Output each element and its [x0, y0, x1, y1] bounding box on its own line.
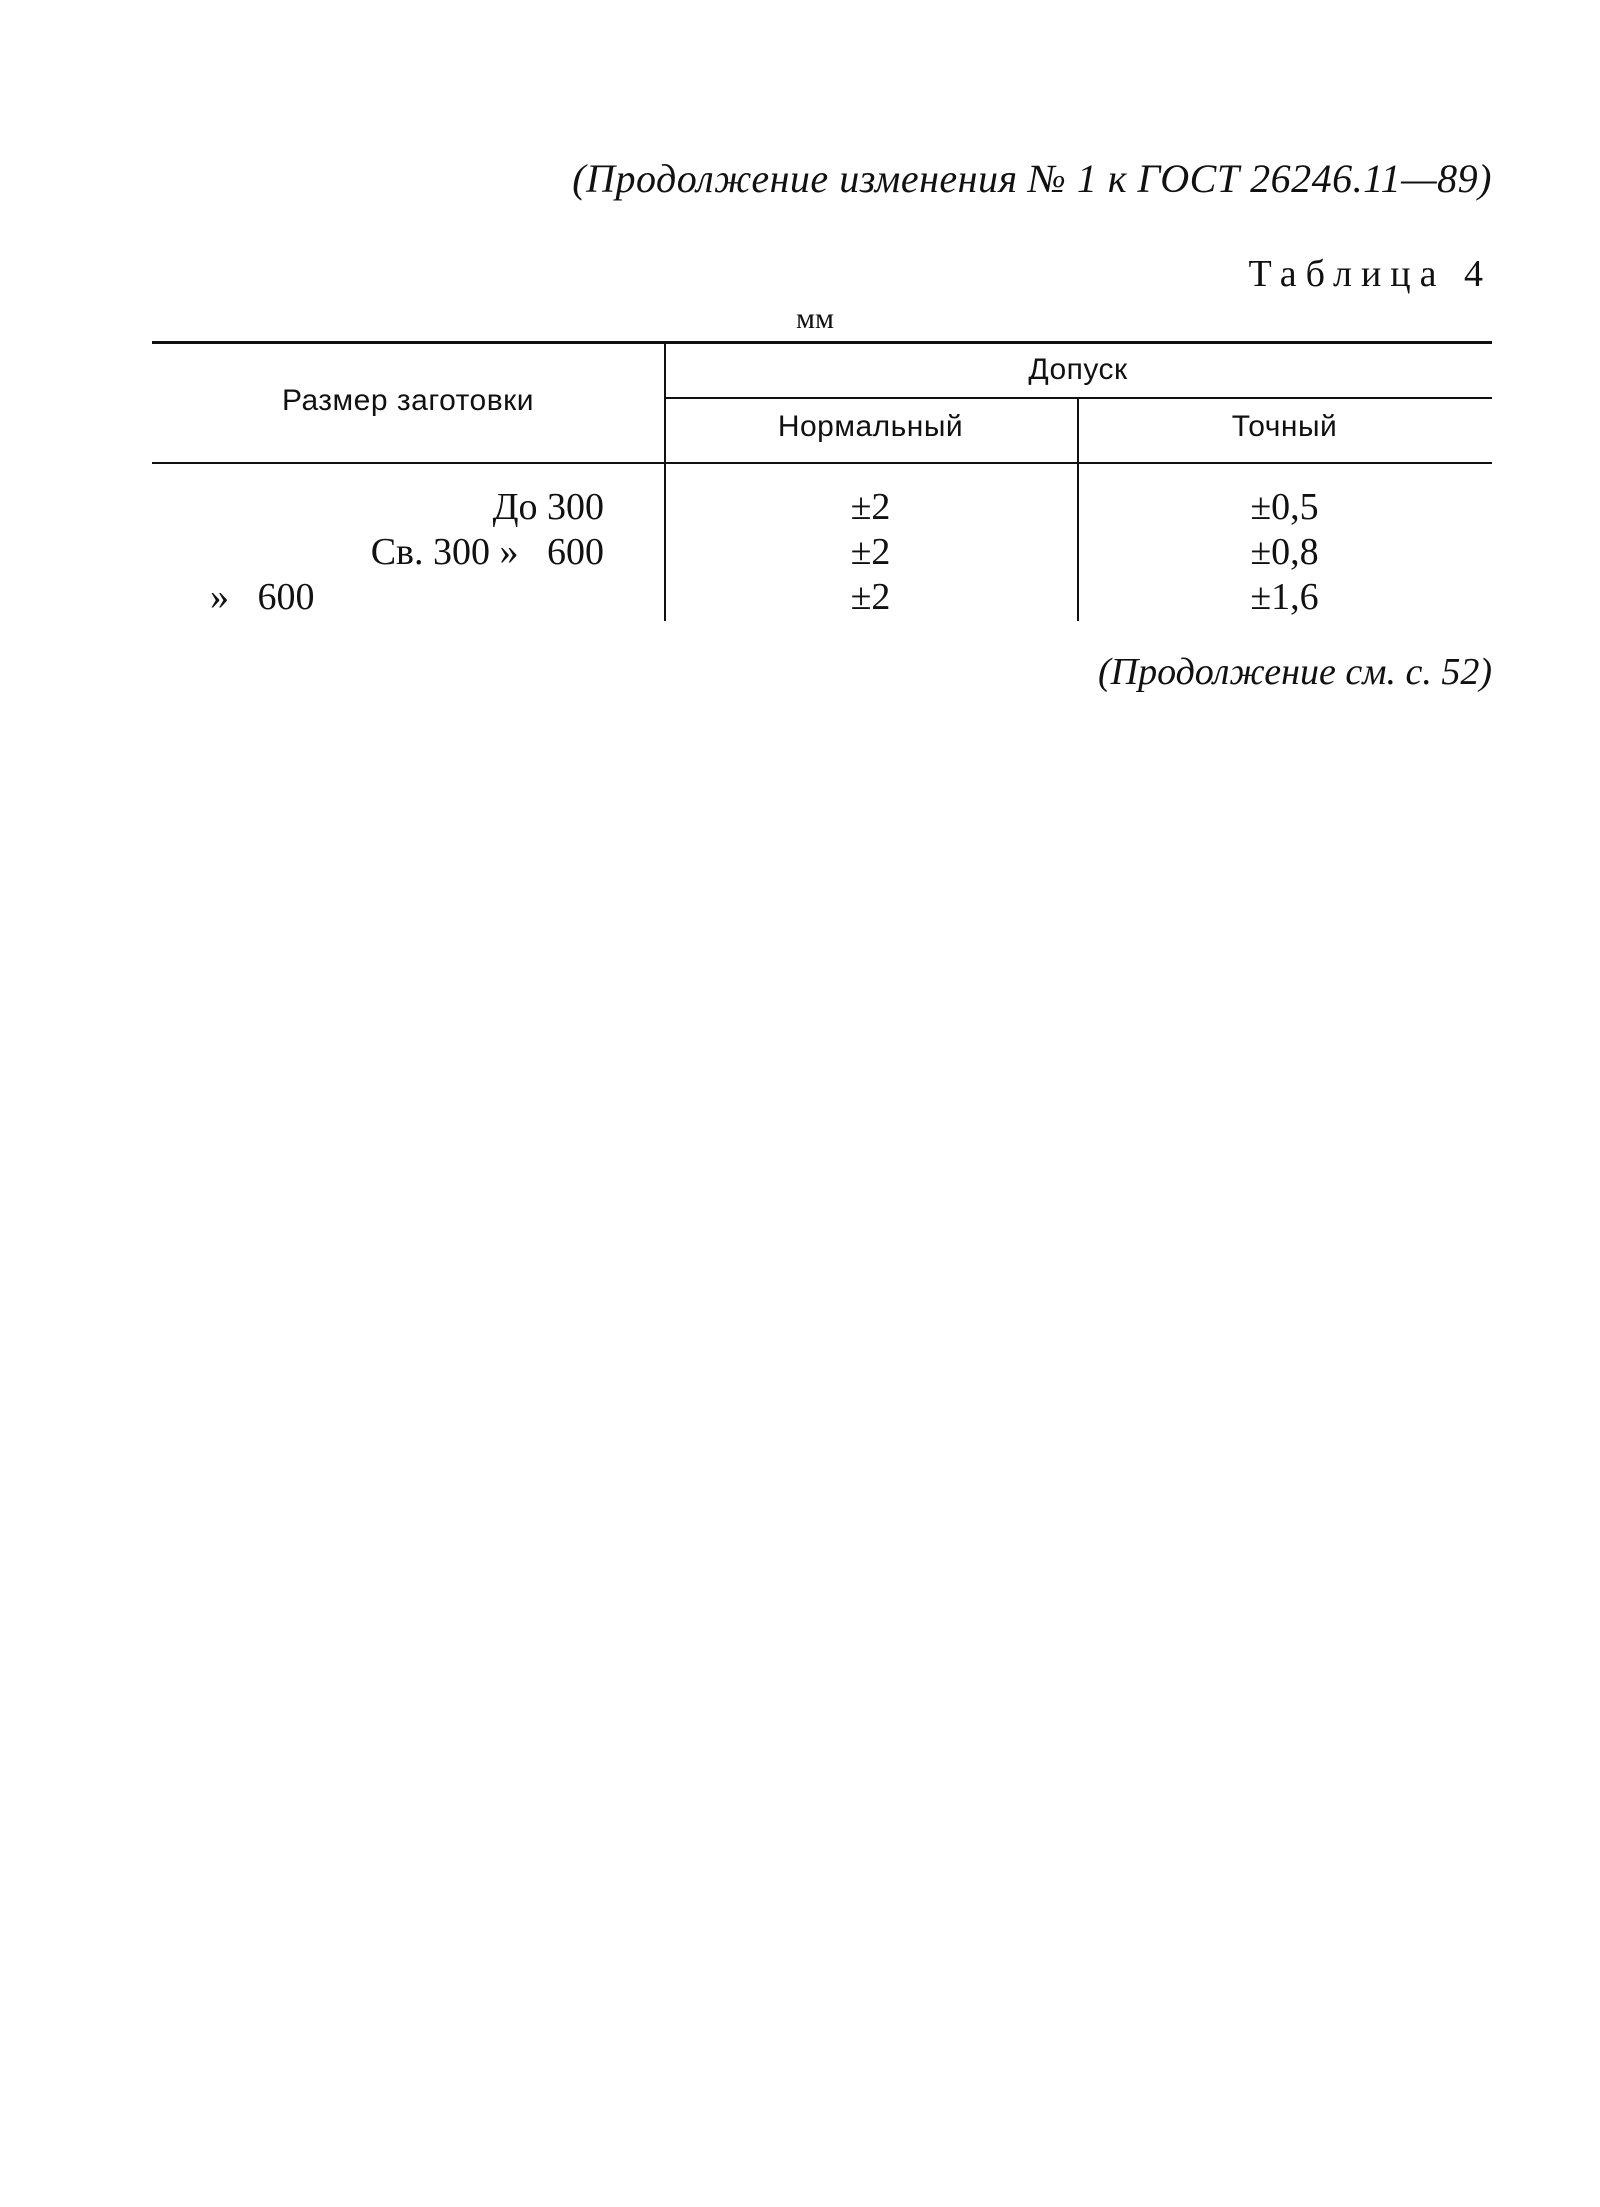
- row-2-precise: ±0,8: [1250, 531, 1319, 573]
- tolerance-table: [152, 341, 1492, 621]
- continuation-footer: (Продолжение см. с. 52): [1097, 651, 1492, 693]
- row-1-precise: ±0,5: [1250, 486, 1319, 528]
- row-3-normal: ±2: [850, 576, 891, 618]
- header-bottom-rule: [152, 462, 1492, 464]
- continuation-header: (Продолжение изменения № 1 к ГОСТ 26246.11—89): [572, 156, 1492, 201]
- row-1-normal: ±2: [850, 486, 891, 528]
- row-3-size: » 600: [210, 576, 315, 618]
- row-2-size: Св. 300 » 600: [370, 531, 604, 573]
- row-3-precise: ±1,6: [1250, 576, 1319, 618]
- table-title: Таблица 4: [1248, 253, 1492, 295]
- header-normal: Нормальный: [777, 410, 964, 443]
- units-label: мм: [796, 302, 834, 335]
- table-top-rule: [152, 341, 1492, 344]
- row-2-normal: ±2: [850, 531, 891, 573]
- header-precise: Точный: [1231, 410, 1338, 443]
- header-tolerance: Допуск: [1028, 353, 1128, 386]
- row-1-size: До 300: [492, 486, 604, 528]
- header-size: Размер заготовки: [281, 384, 535, 417]
